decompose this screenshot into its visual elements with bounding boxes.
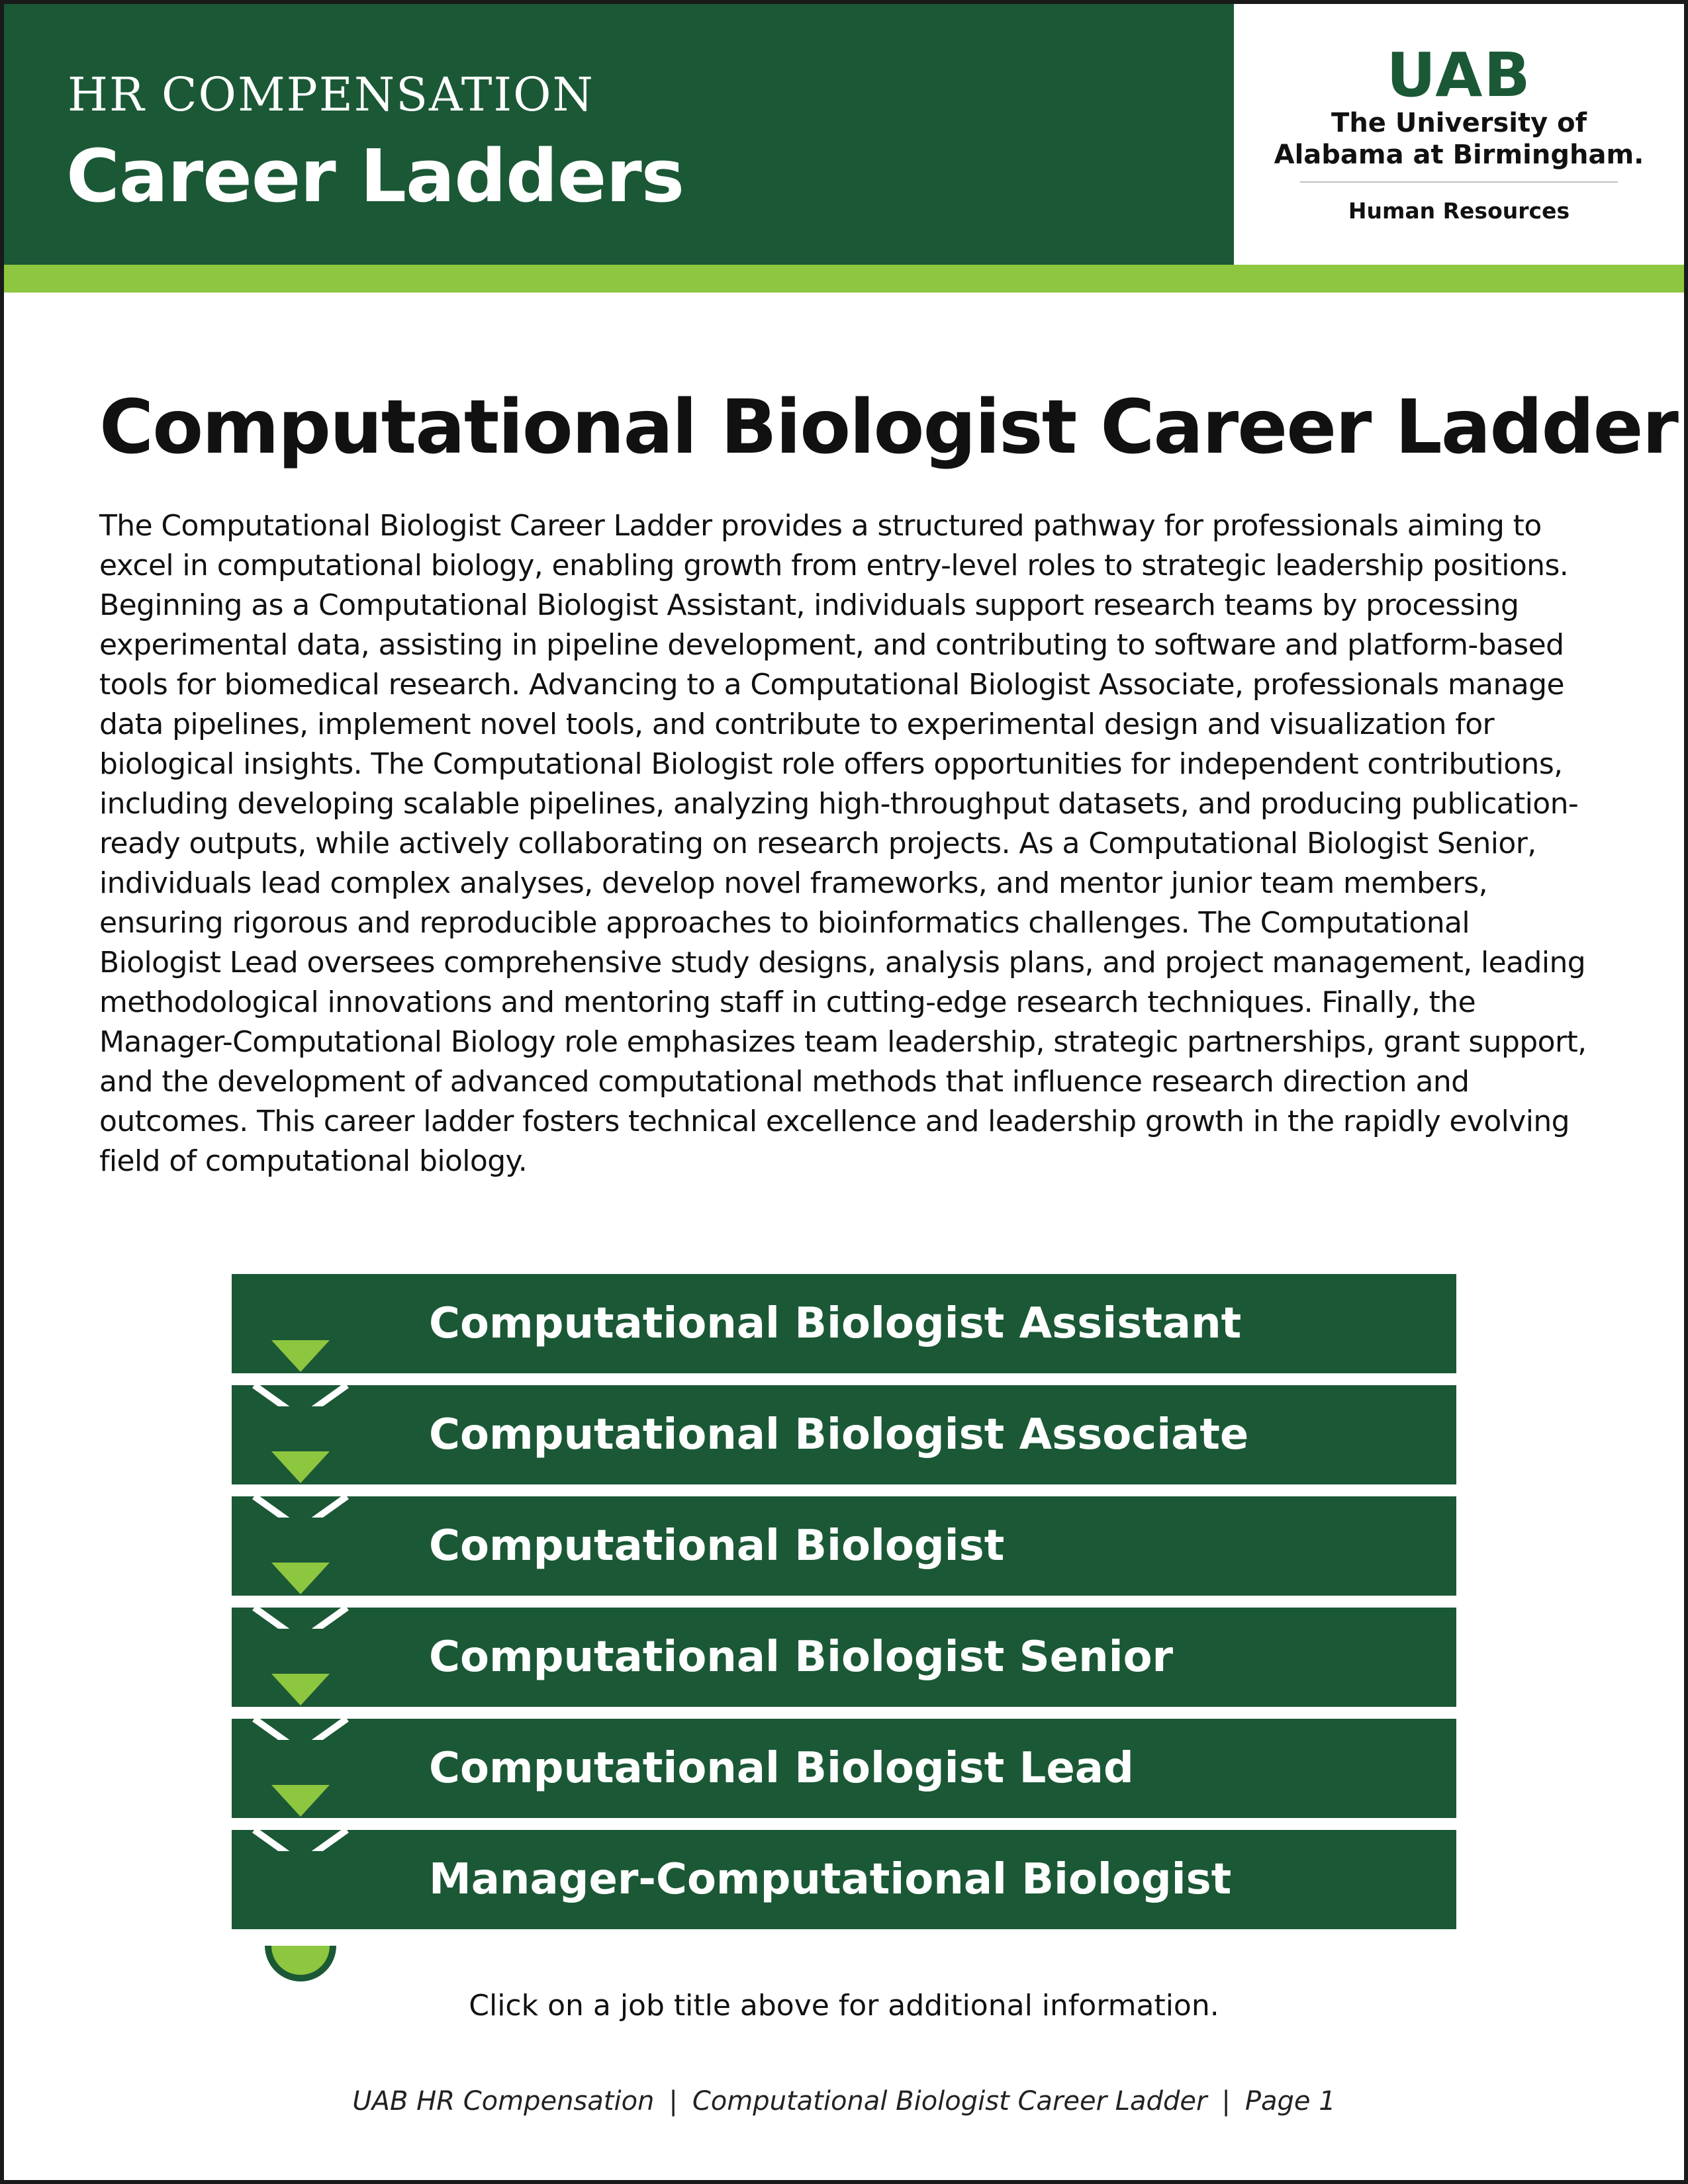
- footer-note: Click on a job title above for additional information.: [469, 1989, 1219, 2023]
- ladder-rung-biologist[interactable]: [232, 1496, 1456, 1596]
- career-ladder: [232, 1274, 1456, 1949]
- chevron-down-icon: [245, 1785, 356, 1851]
- footer-line: [0, 2086, 1688, 2116]
- rung-label: Computational Biologist Senior: [429, 1633, 1174, 1682]
- footer-page: Page 1: [1244, 2086, 1336, 2116]
- ladder-rung-lead[interactable]: [232, 1719, 1456, 1818]
- rung-label: Manager-Computational Biologist: [429, 1855, 1232, 1904]
- chevron-down-icon: [245, 1674, 356, 1740]
- logo-line-2: Alabama at Birmingham.: [1274, 140, 1644, 170]
- logo-department: Human Resources: [1348, 198, 1570, 224]
- footer-org: UAB HR Compensation: [352, 2086, 655, 2116]
- ladder-rung-assistant[interactable]: [232, 1274, 1456, 1373]
- logo-mark: UAB: [1386, 40, 1532, 111]
- ladder-rung-associate[interactable]: [232, 1385, 1456, 1484]
- half-circle-icon: [265, 1946, 336, 1982]
- footer-separator: |: [669, 2086, 678, 2116]
- rung-label: Computational Biologist Lead: [429, 1744, 1134, 1793]
- logo-divider: [1300, 181, 1618, 183]
- header-title: Career Ladders: [66, 134, 684, 218]
- intro-paragraph: The Computational Biologist Career Ladder provides a structured pathway for professionals aiming to excel in computational biology, enabling growth from entry-level roles to strategic leadership positions. Beginning as a Computational Biologist Assistant, individuals support research teams by processing experimental data, assisting in pipeline development, and contributing to software and platform-based tools for biomedical research. Advancing to a Computational Biologist Associate, professionals manage data pipelines, implement novel tools, and contribute to experimental design and visualization for biological insights. The Computational Biologist role offers opportunities for independent contributions, including developing scalable pipelines, analyzing high-throughput datasets, and producing publication-ready outputs, while actively collaborating on research projects. As a Computational Biologist Senior, individuals lead complex analyses, develop novel frameworks, and mentor junior team members, ensuring rigorous and reproducible approaches to bioinformatics challenges. The Computational Biologist Lead oversees comprehensive study designs, analysis plans, and project management, leading methodological innovations and mentoring staff in cutting-edge research techniques. Finally, the Manager-Computational Biology role emphasizes team leadership, strategic partnerships, grant support, and the development of advanced computational methods that influence research direction and outcomes. This career ladder fosters technical excellence and leadership growth in the rapidly evolving field of computational biology.: [99, 509, 1587, 1178]
- footer-doc: Computational Biologist Career Ladder: [692, 2086, 1207, 2116]
- ladder-rung-manager[interactable]: [232, 1830, 1456, 1929]
- rung-label: Computational Biologist: [429, 1522, 1005, 1570]
- chevron-down-icon: [245, 1451, 356, 1518]
- header-kicker: HR COMPENSATION: [68, 68, 594, 122]
- footer-separator: |: [1221, 2086, 1231, 2116]
- page-title: Computational Biologist Career Ladder: [99, 385, 1677, 471]
- rung-label: Computational Biologist Assistant: [429, 1299, 1242, 1348]
- header-band: [4, 4, 1234, 265]
- chevron-down-icon: [245, 1340, 356, 1406]
- logo-line-1: The University of: [1331, 108, 1587, 138]
- ladder-rung-senior[interactable]: [232, 1608, 1456, 1707]
- rung-label: Computational Biologist Associate: [429, 1410, 1249, 1459]
- uab-logo: [1234, 4, 1684, 265]
- chevron-down-icon: [245, 1563, 356, 1629]
- accent-stripe: [4, 265, 1684, 293]
